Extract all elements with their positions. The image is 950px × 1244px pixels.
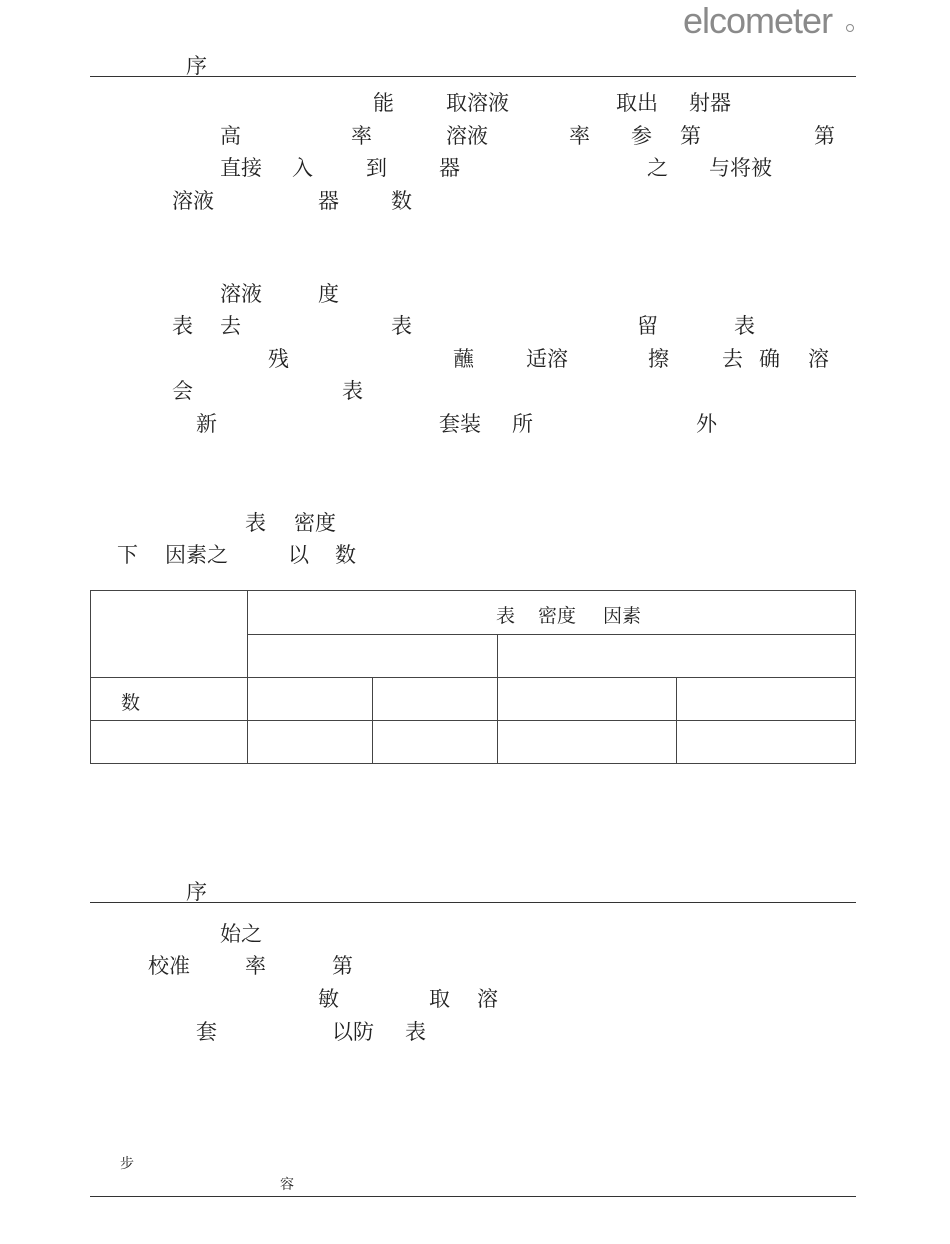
p2-l4-w0: 会 [172, 379, 193, 403]
p2-l5-w0: 新 [196, 412, 217, 436]
p3-l1-w1: 密度 [294, 511, 336, 535]
section1-title: 序 [186, 54, 207, 78]
p1-l3-w5: 与将被 [709, 156, 772, 180]
p1-l1-w2: 取出 [616, 91, 658, 115]
p1-l1-w3: 射器 [689, 91, 731, 115]
p1-l2-w2: 溶液 [446, 124, 488, 148]
p1-l2-w4: 参 [631, 124, 652, 148]
s2-l2-w2: 第 [332, 954, 353, 978]
p2-l2-w1: 去 [220, 314, 241, 338]
p1-l4-w0: 溶液 [172, 189, 214, 213]
p2-l3-w4: 去 [722, 347, 743, 371]
table-row1-cell3 [497, 677, 677, 721]
p1-l1-w1: 取溶液 [446, 91, 509, 115]
p1-l3-w4: 之 [647, 156, 668, 180]
p2-l5-w1: 套装 [439, 412, 481, 436]
p2-l5-w2: 所 [512, 412, 533, 436]
p1-l2-w1: 率 [351, 124, 372, 148]
table-row2-label-cell [90, 720, 248, 764]
p2-l2-w2: 表 [391, 314, 412, 338]
table-subheader-right [497, 634, 856, 678]
p2-l2-w3: 留 [637, 314, 658, 338]
p1-l4-w1: 器 [318, 189, 339, 213]
table-header-main [247, 590, 856, 635]
table-row1-cell1 [247, 677, 373, 721]
p2-l2-w0: 表 [172, 314, 193, 338]
p3-l2-w0: 下 [117, 543, 138, 567]
table-row1-label: 数 [121, 692, 141, 714]
p3-l2-w3: 数 [335, 543, 356, 567]
p1-l2-w0: 高 [220, 124, 241, 148]
p2-l5-w3: 外 [696, 412, 717, 436]
s2-l3-w0: 敏 [318, 987, 339, 1011]
logo-registered-mark [846, 24, 854, 32]
p1-l2-w3: 率 [569, 124, 590, 148]
p1-l2-w6: 第 [814, 124, 835, 148]
p2-l2-w4: 表 [734, 314, 755, 338]
table-header-w1: 密度 [538, 605, 577, 627]
s2-l2-w0: 校准 [148, 954, 190, 978]
p1-l3-w1: 入 [292, 156, 313, 180]
p2-l1-w1: 度 [318, 282, 339, 306]
p1-l4-w2: 数 [391, 189, 412, 213]
p2-l3-w2: 适溶 [526, 347, 568, 371]
p1-l3-w3: 器 [439, 156, 460, 180]
p2-l3-w1: 蘸 [453, 347, 474, 371]
table-header-w0: 表 [496, 605, 516, 627]
table-corner-cell [90, 590, 248, 678]
p2-l3-w0: 残 [268, 347, 289, 371]
p2-l4-w1: 表 [342, 379, 363, 403]
elcometer-logo: elcometer [683, 0, 833, 41]
s2-l4-w0: 套 [196, 1020, 217, 1044]
p1-l1-w0: 能 [373, 91, 394, 115]
table-row2-cell4 [676, 720, 856, 764]
table-row2-cell1 [247, 720, 373, 764]
footer-line2: 容 [280, 1177, 294, 1193]
p1-l3-w0: 直接 [220, 156, 262, 180]
p2-l3-w5: 确 [759, 347, 780, 371]
table-row2-cell3 [497, 720, 677, 764]
p3-l1-w0: 表 [245, 511, 266, 535]
p2-l1-w0: 溶液 [220, 282, 262, 306]
table-row1-cell4 [676, 677, 856, 721]
p2-l3-w3: 擦 [648, 347, 669, 371]
table-row2-cell2 [372, 720, 498, 764]
p1-l3-w2: 到 [366, 156, 387, 180]
section2-title: 序 [186, 880, 207, 904]
p2-l3-w6: 溶 [808, 347, 829, 371]
p3-l2-w2: 以 [288, 543, 309, 567]
s2-l4-w2: 表 [405, 1020, 426, 1044]
s2-l1-w0: 始之 [220, 922, 262, 946]
s2-l2-w1: 率 [245, 954, 266, 978]
table-header-w2: 因素 [603, 605, 642, 627]
s2-l3-w1: 取 [429, 987, 450, 1011]
footer-divider [90, 1196, 856, 1197]
footer-line1: 步 [120, 1156, 134, 1172]
table-subheader-left [247, 634, 498, 678]
section2-divider [90, 902, 856, 903]
table-row1-cell2 [372, 677, 498, 721]
table-row1-label-cell [90, 677, 248, 721]
p1-l2-w5: 第 [680, 124, 701, 148]
s2-l4-w1: 以防 [332, 1020, 374, 1044]
section1-divider [90, 76, 856, 77]
p3-l2-w1: 因素之 [165, 543, 228, 567]
s2-l3-w2: 溶 [477, 987, 498, 1011]
